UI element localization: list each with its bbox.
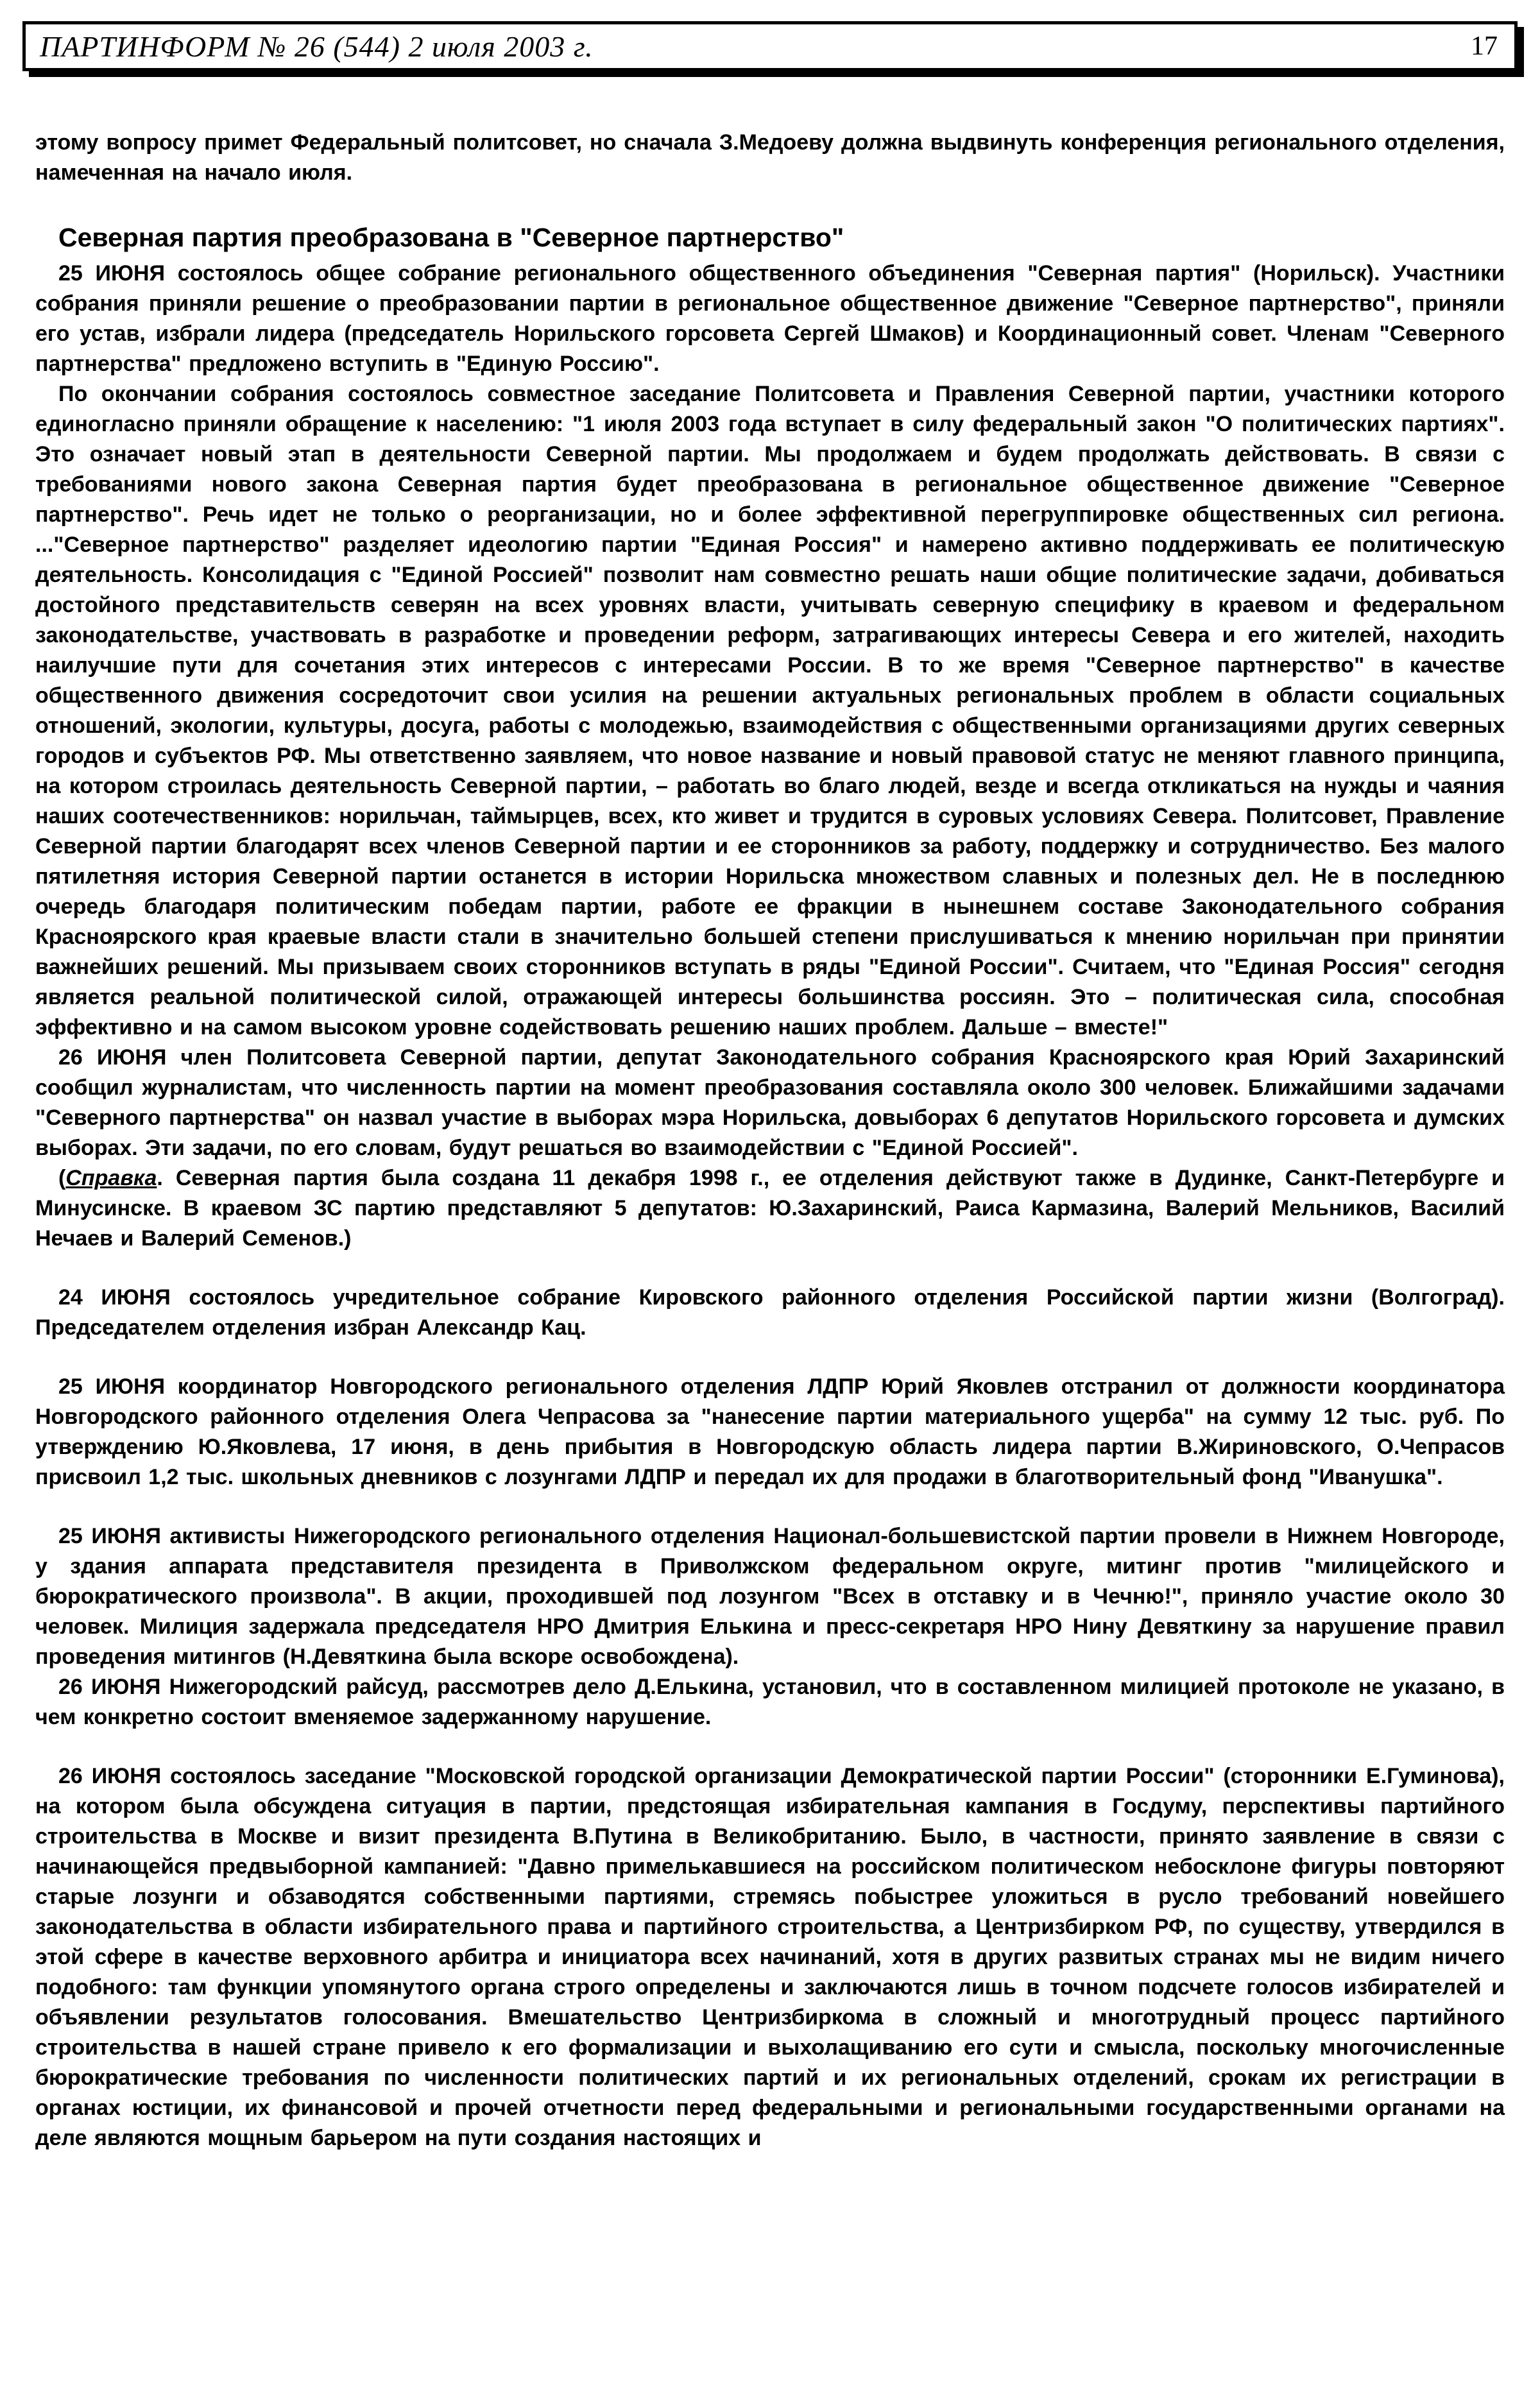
paragraph-dpr-moscow: 26 ИЮНЯ состоялось заседание "Московской городской организации Демократической партии России" (сторонники Е.Гуминова), на котором была обсуждена ситуация в партии, предстоящая избирательная кампания в Госдуму, перспективы партийного строительства в Москве и визит президента В.Путина в Великобританию. Было, в частности, принято заявление в связи с начинающейся предвыборной кампанией: "Давно примелькавшиеся на российском политическом небосклоне фигуры повторяют старые лозунги и обзаводятся собственными партиями, стремясь побыстрее уложиться в русло требований новейшего законодательства в области избирательного права и партийного строительства, а Центризбирком РФ, по существу, утвердился в этой сфере в качестве верховного арбитра и инициатора всех начинаний, хотя в других развитых странах мы не видим ничего подобного: там функции упомянутого органа строго определены и заключаются лишь в точном подсчете голосов избирателей и объявлении результатов голосования. Вмешательство Центризбиркома в сложный и многотрудный процесс партийного строительства в нашей стране привело к его формализации и выхолащиванию его сути и смысла, поскольку многочисленные бюрократические требования по численности политических партий и их региональных отделений, срокам их регистрации в органах юстиции, их финансовой и прочей отчетности перед федеральными и региональными государственными органами на деле являются мощным барьером на пути создания настоящих и: [35, 1764, 1505, 2150]
page-number: 17: [1471, 31, 1498, 61]
paragraph-intro-continuation: этому вопросу примет Федеральный политсовет, но сначала З.Медоеву должна выдвинуть конференция регионального отделения, намеченная на начало июля.: [35, 130, 1505, 185]
page: [0, 21, 1540, 2153]
paragraph-nbp-court: 26 ИЮНЯ Нижегородский райсуд, рассмотрев дело Д.Елькина, установил, что в составленном милицией протоколе не указано, в чем конкретно состоит вменяемое задержанному нарушение.: [35, 1675, 1505, 1729]
paragraph-northern-party-meeting: 25 ИЮНЯ состоялось общее собрание регионального общественного объединения "Северная партия" (Норильск). Участники собрания приняли решение о преобразовании партии в региональное общественное движение "Северное партнерство", приняли его устав, избрали лидера (председатель Норильского горсовета Сергей Шмаков) и Координационный совет. Членам "Северного партнерства" предложено вступить в "Единую Россию".: [35, 261, 1505, 376]
paragraph-volgograd-rpz: 24 ИЮНЯ состоялось учредительное собрание Кировского районного отделения Российской партии жизни (Волгоград). Председателем отделения избран Александр Кац.: [35, 1285, 1505, 1340]
spravka-label: Справка: [65, 1166, 157, 1190]
spravka-open-paren: (: [58, 1166, 66, 1190]
masthead: [22, 21, 1518, 71]
masthead-title: ПАРТИНФОРМ № 26 (544) 2 июля 2003 г.: [40, 30, 594, 63]
spravka-text: . Северная партия была создана 11 декабря 1998 г., ее отделения действуют также в Дудинке, Санкт-Петербурге и Минусинске. В краевом ЗС партию представляют 5 депутатов: Ю.Захаринский, Раиса Кармазина, Валерий Мельников, Василий Нечаев и Валерий Семенов.): [35, 1166, 1505, 1251]
paragraph-nbp-miting: 25 ИЮНЯ активисты Нижегородского регионального отделения Национал-большевистской партии провели в Нижнем Новгороде, у здания аппарата представителя президента в Приволжском федеральном округе, митинг против "милицейского и бюрократического произвола". В акции, проходившей под лозунгом "Всех в отставку и в Чечню!", приняло участие около 30 человек. Милиция задержала председателя НРО Дмитрия Елькина и пресс-секретаря НРО Нину Девяткину за нарушение правил проведения митингов (Н.Девяткина была вскоре освобождена).: [35, 1524, 1505, 1669]
paragraph-ldpr-novgorod: 25 ИЮНЯ координатор Новгородского регионального отделения ЛДПР Юрий Яковлев отстранил от должности координатора Новгородского районного отделения Олега Чепрасова за "нанесение партии материального ущерба" на сумму 12 тыс. руб. По утверждению Ю.Яковлева, 17 июня, в день прибытия в Новгородскую область лидера партии В.Жириновского, О.Чепрасов присвоил 1,2 тыс. школьных дневников с лозунгами ЛДПР и передал их для продажи в благотворительный фонд "Иванушка".: [35, 1374, 1505, 1489]
paragraph-spravka: [35, 1163, 1505, 1254]
paragraph-joint-session-address: По окончании собрания состоялось совместное заседание Политсовета и Правления Северной партии, участники которого единогласно приняли обращение к населению: "1 июля 2003 года вступает в силу федеральный закон "О политических партиях". Это означает новый этап в деятельности Северной партии. Мы продолжаем и будем продолжать действовать. В связи с требованиями нового закона Северная партия будет преобразована в региональное общественное движение "Северное партнерство". Речь идет не только о реорганизации, но и более эффективной перегруппировке общественных сил региона. ..."Северное партнерство" разделяет идеологию партии "Единая Россия" и намерено активно поддерживать ее политическую деятельность. Консолидация с "Единой Россией" позволит нам совместно решать наши общие политические задачи, добиваться достойного представительств северян на всех уровнях власти, учитывать северную специфику в краевом и федеральном законодательстве, участвовать в разработке и проведении реформ, затрагивающих интересы Севера и его жителей, находить наилучшие пути для сочетания этих интересов с интересами России. В то же время "Северное партнерство" в качестве общественного движения сосредоточит свои усилия на решении актуальных региональных проблем в области социальных отношений, экологии, культуры, досуга, работы с молодежью, взаимодействия с общественными организациями других северных городов и субъектов РФ. Мы ответственно заявляем, что новое название и новый правовой статус не меняют главного принципа, на котором строилась деятельность Северной партии, – работать во благо людей, везде и всегда откликаться на нужды и чаяния наших соотечественников: норильчан, таймырцев, всех, кто живет и трудится в суровых условиях Севера. Политсовет, Правление Северной партии благодарят всех членов Северной партии и ее сторонников за работу, поддержку и сотрудничество. Без малого пятилетняя история Северной партии останется в истории Норильска множеством славных и полезных дел. Не в последнюю очередь благодаря политическим победам партии, работе ее фракции в нынешнем составе Законодательного собрания Красноярского края краевые власти стали в значительно большей степени прислушиваться к мнению норильчан при принятии важнейших решений. Мы призываем своих сторонников вступать в ряды "Единой России". Считаем, что "Единая Россия" сегодня является реальной политической силой, отражающей интересы большинства россиян. Это – политическая сила, способная эффективно и на самом высоком уровне содействовать решению наших проблем. Дальше – вместе!": [35, 382, 1505, 1039]
newsletter-page: [0, 21, 1540, 2403]
paragraph-zakharinsky-statement: 26 ИЮНЯ член Политсовета Северной партии, депутат Законодательного собрания Красноярского края Юрий Захаринский сообщил журналистам, что численность партии на момент преобразования составляла около 300 человек. Ближайшими задачами "Северного партнерства" он назвал участие в выборах мэра Норильска, довыборах 6 депутатов Норильского горсовета и думских выборах. Эти задачи, по его словам, будут решаться во взаимодействии с "Единой Россией".: [35, 1045, 1505, 1160]
section-heading: Северная партия преобразована в "Северное партнерство": [58, 223, 844, 252]
